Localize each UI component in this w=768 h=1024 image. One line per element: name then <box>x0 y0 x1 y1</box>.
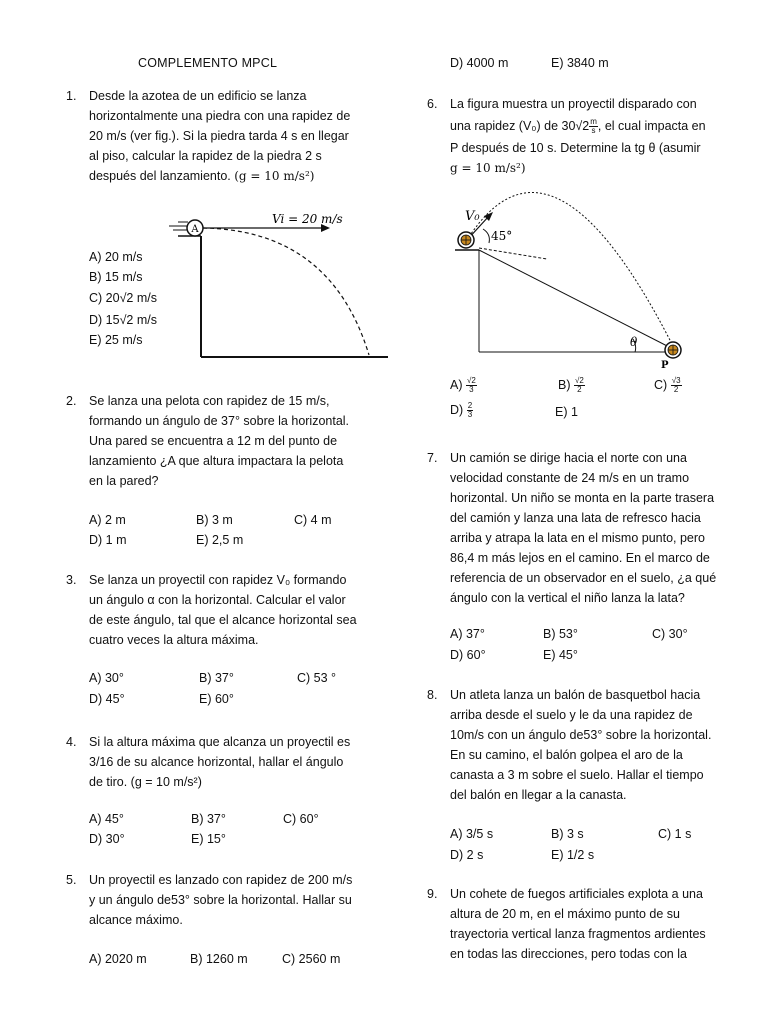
fraction-numerator: √2 <box>466 376 476 385</box>
fraction-denominator: 2 <box>577 385 582 394</box>
building-figure <box>166 205 343 365</box>
question-line: 86,4 m más lejos en el camino. En el marco de <box>450 551 710 565</box>
question-line: Desde la azotea de un edificio se lanza <box>89 89 307 103</box>
question-line: en la pared? <box>89 474 159 488</box>
v0-label: V₀ <box>465 209 480 224</box>
option-e: E) 1/2 s <box>551 848 595 862</box>
option-b: B) 3 m <box>196 513 233 527</box>
option-a: A) 20 m/s <box>89 250 143 264</box>
question-2 <box>66 391 366 491</box>
question-number: 9. <box>427 887 438 901</box>
option-letter: C) <box>654 377 668 392</box>
angle-label: 45° <box>491 229 513 243</box>
option-e: E) 3840 m <box>551 56 609 70</box>
option-value: 1 <box>570 405 578 419</box>
option-fraction <box>466 377 477 394</box>
option-b: B) 1260 m <box>190 952 248 966</box>
point-a-label: A <box>191 224 199 235</box>
option-letter: E) <box>555 405 568 419</box>
option-letter: D) <box>450 402 464 417</box>
question-line: una rapidez (V₀) de 30√2 <box>450 119 590 133</box>
question-line: Se lanza un proyectil con rapidez V₀ formando <box>89 573 347 587</box>
question-text <box>89 870 364 930</box>
question-line: al piso, calcular la rapidez de la piedra 2 s <box>89 149 322 163</box>
question-line: en todas las direcciones, pero todas con la <box>450 947 687 961</box>
option-c <box>654 377 682 394</box>
question-line: Una pared se encuentra a 12 m del punto de <box>89 434 338 448</box>
trajectory-curve <box>203 228 369 355</box>
option-b: B) 37° <box>191 812 226 826</box>
fraction-denominator: 3 <box>469 385 474 394</box>
option-e: E) 25 m/s <box>89 333 143 347</box>
option-b: B) 37° <box>199 671 234 685</box>
option-d: D) 30° <box>89 832 125 846</box>
question-line: 3/16 de su alcance horizontal, hallar el ángulo <box>89 755 344 769</box>
question-line: 10m/s con un ángulo de53° sobre la horizontal. <box>450 728 712 742</box>
option-c: C) 53 ° <box>297 671 337 685</box>
question-text <box>450 884 725 964</box>
theta-label: θ <box>630 335 638 349</box>
question-number: 5. <box>66 873 77 887</box>
option-e <box>555 405 578 419</box>
question-line: alcance máximo. <box>89 913 183 927</box>
option-e: E) 60° <box>199 692 234 706</box>
horizontal-reference <box>479 248 547 259</box>
option-a: A) 3/5 s <box>450 827 494 841</box>
question-line: Un proyectil es lanzado con rapidez de 200 m/s <box>89 873 353 887</box>
question-4 <box>66 732 366 794</box>
question-line: canasta a 3 m sobre el suelo. Hallar el tiempo <box>450 768 704 782</box>
trajectory-curve <box>467 192 675 350</box>
question-line: Un cohete de fuegos artificiales explota a una <box>450 887 703 901</box>
question-text <box>450 685 725 805</box>
question-line: del camión y lanza una lata de refresco hacia <box>450 511 701 525</box>
question-3 <box>66 570 366 650</box>
option-b: B) 53° <box>543 627 578 641</box>
option-a <box>450 377 477 394</box>
question-number: 7. <box>427 451 438 465</box>
option-letter: B) <box>558 377 571 392</box>
question-number: 4. <box>66 735 77 749</box>
question-number: 8. <box>427 688 438 702</box>
option-e: E) 45° <box>543 648 578 662</box>
point-p-label: P <box>661 360 669 371</box>
option-e: E) 2,5 m <box>196 533 244 547</box>
question-text <box>450 448 725 608</box>
question-line: de este ángulo, tal que el alcance horizontal sea <box>89 613 357 627</box>
question-text <box>89 86 364 186</box>
question-line: después del lanzamiento. <box>89 169 231 183</box>
option-c: C) 1 s <box>658 827 692 841</box>
option-b: B) 3 s <box>551 827 584 841</box>
question-line: y un ángulo de53° sobre la horizontal. Hallar su <box>89 893 352 907</box>
question-line: horizontal. Un niño se monta en la parte trasera <box>450 491 715 505</box>
question-line: 20 m/s (ver fig.). Si la piedra tarda 4 s en llegar <box>89 129 349 143</box>
question-line: velocidad constante de 24 m/s en un tramo <box>450 471 690 485</box>
question-line: P después de 10 s. Determine la tg θ (asumir <box>450 141 701 155</box>
option-d: D) 15√2 m/s <box>89 313 157 327</box>
option-a: A) 37° <box>450 627 485 641</box>
option-c: C) 4 m <box>294 513 332 527</box>
question-number: 2. <box>66 394 77 408</box>
question-7 <box>427 448 727 613</box>
option-fraction <box>671 377 682 394</box>
question-line: formando un ángulo de 37° sobre la horizontal. <box>89 414 350 428</box>
page-title: COMPLEMENTO MPCL <box>138 56 278 70</box>
question-line: un ángulo α con la horizontal. Calcular el valor <box>89 593 346 607</box>
question-line: Un atleta lanza un balón de basquetbol hacia <box>450 688 701 702</box>
option-d: D) 45° <box>89 692 125 706</box>
fraction-numerator: 2 <box>467 401 473 410</box>
option-d: D) 60° <box>450 648 486 662</box>
option-e: E) 15° <box>191 832 226 846</box>
fraction-denominator: 2 <box>673 385 679 394</box>
question-line: horizontalmente una piedra con una rapidez de <box>89 109 351 123</box>
option-b: B) 15 m/s <box>89 270 143 284</box>
question-line: En su camino, el balón golpea el aro de la <box>450 748 683 762</box>
fraction-numerator: √3 <box>671 376 681 385</box>
question-line: Un camión se dirige hacia el norte con una <box>450 451 687 465</box>
unit-numerator: m <box>590 117 597 127</box>
option-c: C) 20√2 m/s <box>89 291 157 305</box>
option-d: D) 2 s <box>450 848 484 862</box>
question-text <box>89 570 364 650</box>
question-line: trayectoria vertical lanza fragmentos ardientes <box>450 927 706 941</box>
option-a: A) 45° <box>89 812 124 826</box>
question-line: altura de 20 m, en el máximo punto de su <box>450 907 680 921</box>
question-1 <box>66 86 366 186</box>
option-d: D) 1 m <box>89 533 127 547</box>
unit-denominator: s <box>591 126 596 136</box>
question-8 <box>427 685 727 810</box>
question-text <box>89 732 364 792</box>
question-line: arriba desde el suelo y le da una rapidez de <box>450 708 693 722</box>
option-b <box>558 377 585 394</box>
projectile-figure <box>447 176 717 372</box>
option-c: C) 60° <box>283 812 319 826</box>
option-d: D) 4000 m <box>450 56 509 70</box>
question-line: de tiro. (g = 10 m/s²) <box>89 775 202 789</box>
question-line: Se lanza una pelota con rapidez de 15 m/s, <box>89 394 330 408</box>
question-line: Si la altura máxima que alcanza un proyectil es <box>89 735 351 749</box>
question-6 <box>427 94 727 179</box>
question-line: ángulo con la vertical el niño lanza la lata? <box>450 591 685 605</box>
question-text <box>450 94 725 178</box>
option-fraction <box>467 402 473 419</box>
question-line: arriba y atrapa la lata en el mismo punto, pero <box>450 531 705 545</box>
velocity-label: Vi = 20 m/s <box>272 212 343 226</box>
option-d <box>450 402 473 419</box>
angle-arc <box>483 229 489 243</box>
question-number: 3. <box>66 573 77 587</box>
question-number: 1. <box>66 89 77 103</box>
question-line: del balón en llegar a la canasta. <box>450 788 627 802</box>
fraction-denominator: 3 <box>467 410 473 419</box>
unit-fraction <box>589 118 598 135</box>
question-5 <box>66 870 366 932</box>
question-text <box>89 391 364 491</box>
option-c: C) 2560 m <box>282 952 341 966</box>
question-line: , el cual impacta en <box>597 119 706 133</box>
gravity-value: g = 10 m/s²) <box>450 161 526 175</box>
option-a: A) 2020 m <box>89 952 147 966</box>
option-a: A) 30° <box>89 671 124 685</box>
fraction-numerator: √2 <box>574 376 584 385</box>
option-fraction <box>574 377 585 394</box>
option-a: A) 2 m <box>89 513 126 527</box>
question-line: referencia de un observador en el suelo, ¿a qué <box>450 571 717 585</box>
question-9 <box>427 884 727 968</box>
option-letter: A) <box>450 377 463 392</box>
option-c: C) 30° <box>652 627 688 641</box>
question-number: 6. <box>427 97 438 111</box>
line-of-sight <box>479 250 675 350</box>
question-line: cuatro veces la altura máxima. <box>89 633 259 647</box>
question-line: lanzamiento ¿A que altura impactara la pelota <box>89 454 344 468</box>
question-line: La figura muestra un proyectil disparado con <box>450 97 697 111</box>
gravity-value: (g = 10 m/s²) <box>234 169 315 183</box>
